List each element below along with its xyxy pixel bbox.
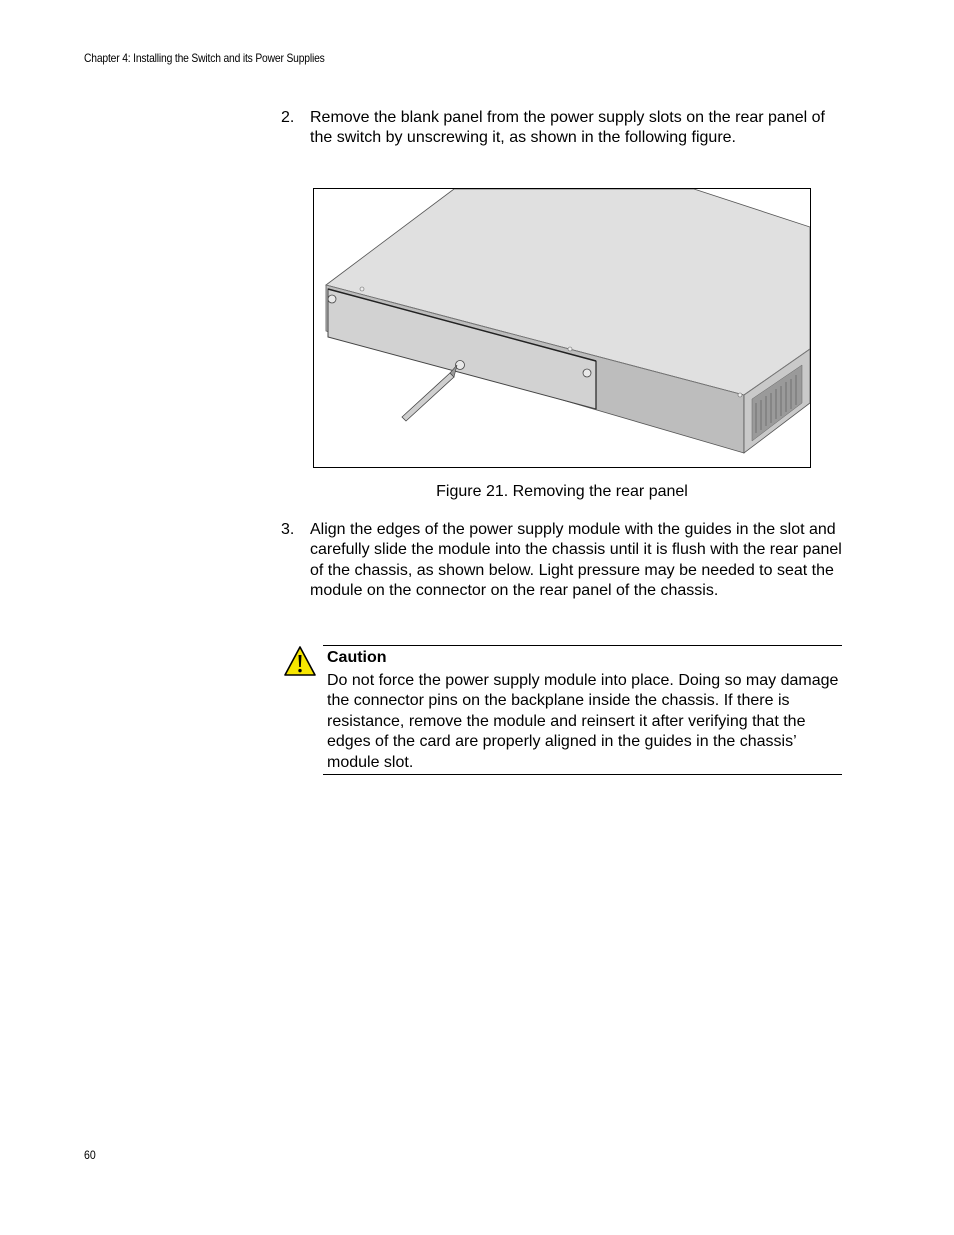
step-text: Remove the blank panel from the power supply slots on the rear panel of the switch by unscrewing it, as shown in the following figure.	[310, 109, 825, 147]
warning-triangle-icon	[283, 645, 317, 677]
step-text: Align the edges of the power supply module with the guides in the slot and carefully slide the module into the chassis until it is flush with the rear panel of the chassis, as shown below. Light pressure may be needed to seat the module on the connector on the rear panel of the chassis.	[310, 521, 842, 600]
figure-illustration	[313, 188, 811, 468]
caution-title: Caution	[327, 649, 387, 666]
running-header: Chapter 4: Installing the Switch and its Power Supplies	[84, 51, 325, 65]
step-3	[281, 520, 851, 602]
page-number: 60	[84, 1148, 96, 1162]
step-2	[281, 108, 851, 149]
switch-chassis-illustration	[314, 189, 810, 467]
screwdriver	[402, 365, 457, 421]
step-number: 3.	[281, 521, 295, 538]
caution-bottom-rule	[323, 774, 842, 775]
step-number: 2.	[281, 109, 295, 126]
caution-top-rule	[323, 645, 842, 646]
figure-caption: Figure 21. Removing the rear panel	[436, 483, 688, 500]
caution-body: Do not force the power supply module into place. Doing so may damage the connector pins on the backplane inside the chassis. If there is resistance, remove the module and reinsert it after verifying that the edges of the card are properly aligned in the guides in the chassis’ module slot.	[327, 672, 839, 771]
